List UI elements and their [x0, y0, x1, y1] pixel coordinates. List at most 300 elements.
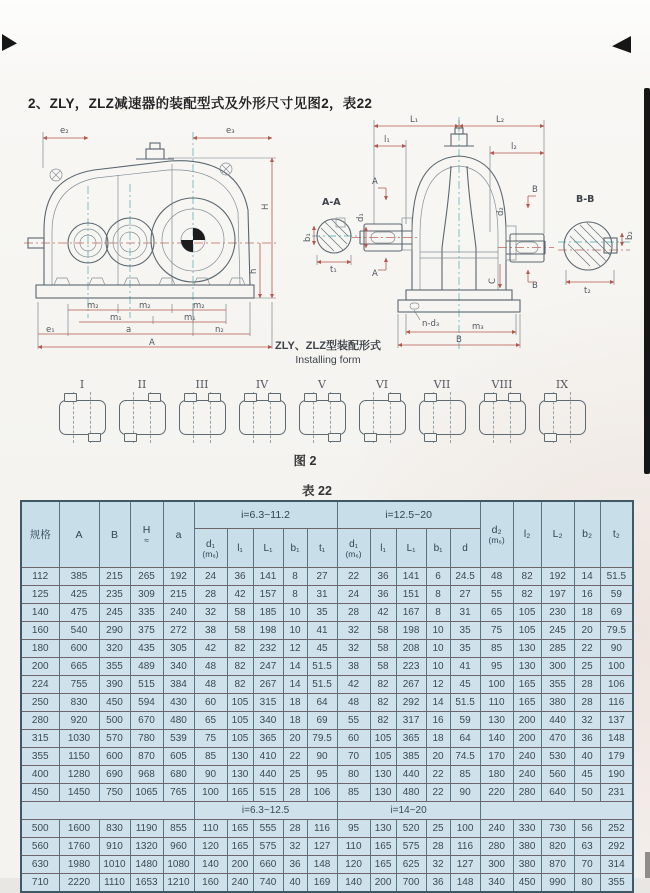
value-cell: 45 — [574, 766, 600, 784]
value-cell: 252 — [600, 820, 633, 838]
column-header: b₁ — [426, 529, 450, 568]
installation-form-label: I — [79, 378, 85, 391]
value-cell: 1600 — [59, 820, 99, 838]
value-cell: 10 — [426, 658, 450, 676]
spec-cell: 160 — [21, 622, 59, 640]
shaft-stub-icon — [508, 393, 521, 402]
value-cell: 55 — [480, 586, 513, 604]
value-cell: 220 — [480, 784, 513, 802]
dim-label-t2: t₂ — [584, 286, 591, 296]
value-cell: 750 — [99, 784, 130, 802]
value-cell: 25 — [574, 658, 600, 676]
value-cell: 36 — [370, 586, 396, 604]
value-cell: 450 — [513, 874, 541, 893]
value-cell: 165 — [227, 838, 253, 856]
value-cell: 515 — [253, 784, 283, 802]
value-cell: 24 — [337, 586, 370, 604]
value-cell: 165 — [513, 694, 541, 712]
shaft-stub-icon — [268, 393, 281, 402]
table-row — [21, 568, 633, 586]
value-cell: 292 — [600, 838, 633, 856]
value-cell: 200 — [513, 712, 541, 730]
value-cell: 58 — [370, 640, 396, 658]
table-row — [21, 820, 633, 838]
value-cell: 20 — [283, 730, 307, 748]
value-cell: 32 — [337, 640, 370, 658]
value-cell: 1110 — [99, 874, 130, 893]
table-row — [21, 694, 633, 712]
section-aa-drawing — [303, 197, 358, 275]
value-cell: 48 — [480, 568, 513, 586]
installation-form-VII — [416, 378, 468, 435]
value-cell: 32 — [337, 622, 370, 640]
value-cell: 80 — [574, 874, 600, 893]
dim-label-n2: n₂ — [215, 325, 224, 335]
value-cell: 130 — [227, 766, 253, 784]
value-cell: 157 — [253, 586, 283, 604]
value-cell: 130 — [370, 820, 396, 838]
value-cell: 820 — [541, 838, 574, 856]
value-cell: 48 — [194, 676, 227, 694]
value-cell: 680 — [163, 766, 194, 784]
shaft-stub-icon — [208, 393, 221, 402]
value-cell: 192 — [541, 568, 574, 586]
value-cell: 670 — [130, 712, 163, 730]
value-cell: 435 — [130, 640, 163, 658]
column-header: L₁ — [396, 529, 426, 568]
value-cell: 730 — [541, 820, 574, 838]
reducer-box-icon — [299, 400, 346, 435]
value-cell: 69 — [600, 604, 633, 622]
value-cell: 660 — [253, 856, 283, 874]
section-mark-A-bottom: A — [372, 269, 378, 279]
value-cell: 305 — [163, 640, 194, 658]
dim-label-m2: m₂ — [193, 301, 205, 311]
value-cell: 272 — [163, 622, 194, 640]
value-cell: 85 — [450, 766, 480, 784]
dim-label-A: A — [149, 338, 155, 348]
column-header: L₂ — [541, 501, 574, 568]
spec-cell: 180 — [21, 640, 59, 658]
value-cell: 600 — [99, 748, 130, 766]
value-cell: 1080 — [163, 856, 194, 874]
value-cell: 100 — [194, 784, 227, 802]
value-cell: 12 — [426, 676, 450, 694]
value-cell: 192 — [163, 568, 194, 586]
spec-cell: 355 — [21, 748, 59, 766]
dim-label-b1: b₁ — [303, 233, 313, 242]
value-cell: 1980 — [59, 856, 99, 874]
column-header: d — [450, 529, 480, 568]
value-cell: 141 — [253, 568, 283, 586]
dim-label-d1: d₁ — [356, 213, 366, 222]
value-cell: 340 — [253, 712, 283, 730]
value-cell: 51.5 — [450, 694, 480, 712]
value-cell: 170 — [480, 748, 513, 766]
value-cell: 500 — [99, 712, 130, 730]
value-cell: 82 — [370, 712, 396, 730]
value-cell: 51.5 — [307, 658, 337, 676]
reducer-box-icon — [179, 400, 226, 435]
dim-label-m2: m₂ — [139, 301, 151, 311]
value-cell: 198 — [253, 622, 283, 640]
value-cell: 1480 — [130, 856, 163, 874]
value-cell: 110 — [194, 820, 227, 838]
spec-cell: 112 — [21, 568, 59, 586]
dim-label-e2: e₂ — [60, 126, 69, 136]
value-cell: 165 — [370, 838, 396, 856]
value-cell: 10 — [426, 640, 450, 658]
dim-label-d2: d₂ — [496, 207, 506, 216]
value-cell: 60 — [194, 694, 227, 712]
value-cell: 200 — [370, 874, 396, 893]
value-cell: 51.5 — [307, 676, 337, 694]
value-cell: 58 — [227, 622, 253, 640]
value-cell: 480 — [163, 712, 194, 730]
value-cell: 148 — [450, 874, 480, 893]
section-mark-B-top: B — [532, 185, 538, 195]
installation-form-label: II — [137, 378, 147, 391]
value-cell: 231 — [600, 784, 633, 802]
table-row — [21, 730, 633, 748]
spec-cell: 500 — [21, 820, 59, 838]
value-cell: 640 — [541, 784, 574, 802]
value-cell: 20 — [574, 622, 600, 640]
value-cell: 265 — [130, 568, 163, 586]
dim-label-m1: m₁ — [110, 313, 122, 323]
value-cell: 105 — [370, 748, 396, 766]
value-cell: 520 — [396, 820, 426, 838]
value-cell: 190 — [600, 766, 633, 784]
reducer-box-icon — [119, 400, 166, 435]
spec-cell: 280 — [21, 712, 59, 730]
front-view-drawing — [352, 115, 554, 350]
value-cell: 64 — [307, 694, 337, 712]
column-header: d₁ (m₆) — [194, 529, 227, 568]
installation-form-label: III — [195, 378, 209, 391]
value-cell: 105 — [513, 604, 541, 622]
value-cell: 24.5 — [450, 568, 480, 586]
value-cell: 575 — [396, 838, 426, 856]
section-mark-A-top: A — [372, 177, 378, 187]
value-cell: 116 — [450, 838, 480, 856]
value-cell: 317 — [396, 712, 426, 730]
value-cell: 18 — [283, 712, 307, 730]
value-cell: 45 — [307, 640, 337, 658]
value-cell: 960 — [163, 838, 194, 856]
value-cell: 25 — [283, 766, 307, 784]
value-cell: 85 — [337, 784, 370, 802]
value-cell: 35 — [450, 622, 480, 640]
dim-label-nd3: n-d₃ — [422, 319, 440, 329]
shaft-stub-icon — [424, 433, 437, 442]
value-cell: 105 — [227, 712, 253, 730]
table-row — [21, 784, 633, 802]
value-cell: 36 — [426, 874, 450, 893]
value-cell: 180 — [480, 766, 513, 784]
value-cell: 10 — [283, 604, 307, 622]
value-cell: 365 — [253, 730, 283, 748]
value-cell: 380 — [541, 694, 574, 712]
value-cell: 830 — [59, 694, 99, 712]
reducer-box-icon — [59, 400, 106, 435]
value-cell: 830 — [99, 820, 130, 838]
value-cell: 48 — [337, 694, 370, 712]
column-header: H ≈ — [130, 501, 163, 568]
value-cell: 31 — [450, 604, 480, 622]
installation-form-VIII — [476, 378, 528, 435]
value-cell: 58 — [370, 658, 396, 676]
value-cell: 16 — [426, 712, 450, 730]
value-cell: 36 — [574, 730, 600, 748]
value-cell: 95 — [480, 658, 513, 676]
value-cell: 90 — [307, 748, 337, 766]
value-cell: 600 — [59, 640, 99, 658]
value-cell: 198 — [396, 622, 426, 640]
column-header: b₂ — [574, 501, 600, 568]
column-header: 规格 — [21, 501, 59, 568]
column-header: d₂ (m₆) — [480, 501, 513, 568]
value-cell: 50 — [574, 784, 600, 802]
spec-cell: 125 — [21, 586, 59, 604]
value-cell: 1210 — [163, 874, 194, 893]
value-cell: 28 — [283, 820, 307, 838]
installation-form-label: IV — [255, 378, 269, 391]
value-cell: 25 — [426, 820, 450, 838]
value-cell: 385 — [59, 568, 99, 586]
value-cell: 365 — [396, 730, 426, 748]
figure-caption: 图 2 — [293, 454, 317, 468]
value-cell: 200 — [513, 730, 541, 748]
shaft-stub-icon — [64, 393, 77, 402]
value-cell: 130 — [480, 712, 513, 730]
value-cell: 430 — [163, 694, 194, 712]
value-cell: 20 — [426, 748, 450, 766]
value-cell: 120 — [337, 856, 370, 874]
dim-label-e3: e₃ — [226, 126, 235, 136]
installation-form-VI — [356, 378, 408, 435]
scan-artifact-right-edge — [644, 88, 650, 474]
value-cell: 215 — [99, 568, 130, 586]
value-cell: 120 — [194, 838, 227, 856]
value-cell: 169 — [307, 874, 337, 893]
value-cell: 51.5 — [600, 568, 633, 586]
value-cell: 41 — [450, 658, 480, 676]
dim-label-C: C — [488, 278, 498, 284]
value-cell: 765 — [163, 784, 194, 802]
value-cell: 280 — [513, 784, 541, 802]
value-cell: 165 — [227, 784, 253, 802]
dim-label-t1: t₁ — [330, 265, 337, 275]
table-header — [21, 501, 633, 568]
spec-cell: 224 — [21, 676, 59, 694]
value-cell: 8 — [426, 604, 450, 622]
value-cell: 355 — [99, 658, 130, 676]
value-cell: 690 — [99, 766, 130, 784]
value-cell: 570 — [99, 730, 130, 748]
dimension-table — [20, 500, 634, 893]
installing-form-caption-en: Installing form — [295, 354, 361, 366]
value-cell: 425 — [59, 586, 99, 604]
value-cell: 32 — [283, 838, 307, 856]
spec-cell: 140 — [21, 604, 59, 622]
value-cell: 1065 — [130, 784, 163, 802]
value-cell: 470 — [541, 730, 574, 748]
value-cell: 38 — [194, 622, 227, 640]
value-cell: 605 — [163, 748, 194, 766]
installation-form-III — [176, 378, 228, 435]
value-cell: 340 — [163, 658, 194, 676]
value-cell: 440 — [253, 766, 283, 784]
column-header: l₁ — [227, 529, 253, 568]
shaft-stub-icon — [148, 393, 161, 402]
table-row — [21, 622, 633, 640]
value-cell: 330 — [513, 820, 541, 838]
value-cell: 56 — [574, 820, 600, 838]
table-row — [21, 604, 633, 622]
value-cell: 1010 — [99, 856, 130, 874]
value-cell: 1320 — [130, 838, 163, 856]
value-cell: 780 — [130, 730, 163, 748]
value-cell: 31 — [307, 586, 337, 604]
value-cell: 14 — [574, 568, 600, 586]
value-cell: 380 — [513, 838, 541, 856]
value-cell: 151 — [396, 586, 426, 604]
value-cell: 32 — [194, 604, 227, 622]
value-cell: 300 — [480, 856, 513, 874]
value-cell: 36 — [227, 568, 253, 586]
column-header: L₁ — [253, 529, 283, 568]
value-cell: 539 — [163, 730, 194, 748]
value-cell: 110 — [337, 838, 370, 856]
value-cell: 380 — [513, 856, 541, 874]
column-header: t₁ — [307, 529, 337, 568]
column-header: d₁ (m₆) — [337, 529, 370, 568]
spec-cell: 200 — [21, 658, 59, 676]
value-cell: 340 — [480, 874, 513, 893]
ratio-group-header: i=14~20 — [337, 802, 480, 820]
value-cell: 18 — [574, 604, 600, 622]
value-cell: 106 — [600, 676, 633, 694]
column-header: t₂ — [600, 501, 633, 568]
value-cell: 475 — [59, 604, 99, 622]
value-cell: 140 — [337, 874, 370, 893]
value-cell: 240 — [480, 820, 513, 838]
value-cell: 197 — [541, 586, 574, 604]
dim-label-m1: m₁ — [184, 313, 196, 323]
value-cell: 320 — [99, 640, 130, 658]
value-cell: 267 — [396, 676, 426, 694]
dim-label-L2: L₂ — [496, 115, 505, 125]
value-cell: 267 — [253, 676, 283, 694]
value-cell: 2220 — [59, 874, 99, 893]
value-cell: 65 — [194, 712, 227, 730]
value-cell: 223 — [396, 658, 426, 676]
value-cell: 920 — [59, 712, 99, 730]
value-cell: 55 — [337, 712, 370, 730]
column-header: b₁ — [283, 529, 307, 568]
value-cell: 82 — [227, 658, 253, 676]
section-mark-B-bottom: B — [532, 281, 538, 291]
value-cell: 285 — [541, 640, 574, 658]
value-cell: 130 — [513, 658, 541, 676]
value-cell: 355 — [600, 874, 633, 893]
side-view-drawing — [24, 126, 278, 349]
value-cell: 594 — [130, 694, 163, 712]
value-cell: 42 — [194, 640, 227, 658]
value-cell: 1280 — [59, 766, 99, 784]
value-cell: 28 — [337, 604, 370, 622]
value-cell: 315 — [253, 694, 283, 712]
value-cell: 27 — [450, 586, 480, 604]
value-cell: 95 — [307, 766, 337, 784]
value-cell: 22 — [426, 784, 450, 802]
value-cell: 1450 — [59, 784, 99, 802]
value-cell: 240 — [163, 604, 194, 622]
value-cell: 75 — [480, 622, 513, 640]
value-cell: 90 — [600, 640, 633, 658]
scan-artifact-top-left — [2, 34, 17, 51]
shaft-stub-icon — [124, 433, 137, 442]
value-cell: 165 — [513, 676, 541, 694]
section-bb-label: B-B — [576, 194, 595, 205]
value-cell: 14 — [283, 676, 307, 694]
value-cell: 440 — [396, 766, 426, 784]
value-cell: 127 — [450, 856, 480, 874]
value-cell: 36 — [283, 856, 307, 874]
value-cell: 167 — [396, 604, 426, 622]
table-row — [21, 748, 633, 766]
scan-artifact-top-right — [612, 36, 631, 53]
value-cell: 148 — [307, 856, 337, 874]
value-cell: 65 — [480, 604, 513, 622]
value-cell: 106 — [307, 784, 337, 802]
value-cell: 290 — [99, 622, 130, 640]
value-cell: 560 — [541, 766, 574, 784]
mid-header-row — [21, 802, 633, 820]
table-row — [21, 838, 633, 856]
value-cell: 28 — [574, 676, 600, 694]
value-cell: 41 — [307, 622, 337, 640]
value-cell: 82 — [370, 676, 396, 694]
value-cell: 45 — [450, 676, 480, 694]
value-cell: 24 — [194, 568, 227, 586]
value-cell: 100 — [480, 676, 513, 694]
value-cell: 70 — [337, 748, 370, 766]
centerline — [570, 392, 571, 443]
value-cell: 137 — [600, 712, 633, 730]
value-cell: 105 — [370, 730, 396, 748]
value-cell: 105 — [227, 730, 253, 748]
value-cell: 1760 — [59, 838, 99, 856]
value-cell: 18 — [283, 694, 307, 712]
installation-form-II — [116, 378, 168, 435]
value-cell: 22 — [283, 748, 307, 766]
value-cell: 755 — [59, 676, 99, 694]
installation-form-label: IX — [555, 378, 569, 391]
value-cell: 79.5 — [307, 730, 337, 748]
value-cell: 247 — [253, 658, 283, 676]
value-cell: 32 — [574, 712, 600, 730]
dim-label-l1: l₁ — [384, 135, 390, 145]
value-cell: 28 — [194, 586, 227, 604]
table-row — [21, 586, 633, 604]
installation-form-label: VI — [375, 378, 389, 391]
value-cell: 14 — [426, 694, 450, 712]
value-cell: 27 — [307, 568, 337, 586]
value-cell: 375 — [130, 622, 163, 640]
value-cell: 240 — [227, 874, 253, 893]
